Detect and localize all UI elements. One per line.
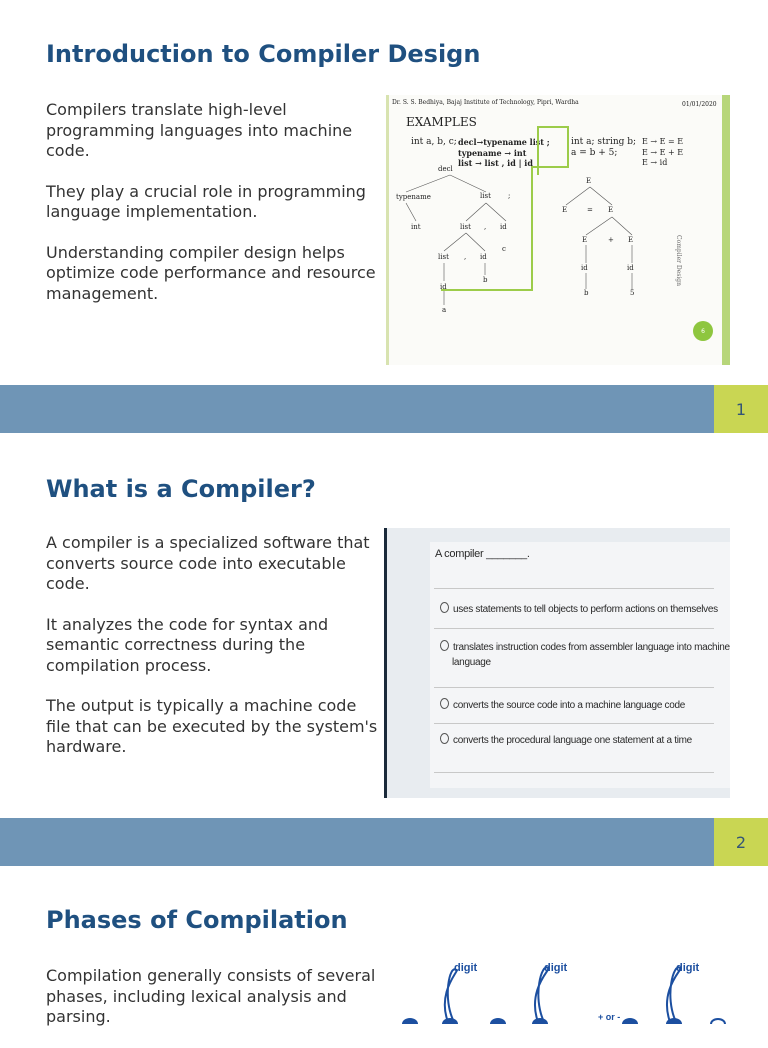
page-badge <box>693 321 713 341</box>
grammar-rule-6: E → id <box>642 158 668 167</box>
figure-date: 01/01/2020 <box>682 101 717 108</box>
tree-node-int: int <box>411 223 421 231</box>
radio-icon <box>440 640 449 651</box>
slide-2-title: What is a Compiler? <box>46 475 316 503</box>
tree-node-comma: , <box>484 223 487 231</box>
tree2-node-e-left: E <box>562 206 568 214</box>
tree2-node-equals: = <box>587 206 593 214</box>
slide-2-paragraph-1: A compiler is a specialized software that converts source code into executable code. <box>46 533 370 593</box>
tree-node-id-3: id <box>440 283 447 291</box>
tree-node-typename: typename <box>396 193 431 201</box>
figure-header: Dr. S. S. Bedhiya, Bajaj Institute of Technology, Pipri, Wardha <box>392 99 579 106</box>
digit-label-3: digit <box>676 962 700 974</box>
quiz-option-4: converts the procedural language one statement at a time <box>440 733 692 746</box>
radio-icon <box>440 733 449 744</box>
slide-3-title: Phases of Compilation <box>46 906 348 934</box>
slide-2-body <box>46 533 381 778</box>
tree-node-id: id <box>500 223 507 231</box>
quiz-option-2: translates instruction codes from assembler language into machine <box>440 640 730 653</box>
tree2-node-e-3: E <box>582 236 588 244</box>
grammar-rule-4: E → E = E <box>642 137 684 146</box>
tree-node-list: list <box>480 192 491 200</box>
slide-2-paragraph-2: It analyzes the code for syntax and semantic correctness during the compilation process. <box>46 614 329 675</box>
quiz-option-3: converts the source code into a machine language code <box>440 698 685 711</box>
slide-2-paragraph-3: The output is typically a machine code file that can be executed by the system's hardware. <box>46 696 378 756</box>
code-line-3: a = b + 5; <box>571 148 618 158</box>
tree2-node-b: b <box>584 289 589 297</box>
slide-1-number: 1 <box>714 385 768 433</box>
quiz-option-2-cont: language <box>452 657 491 668</box>
quiz-option-1: uses statements to tell objects to perform actions on themselves <box>440 602 718 615</box>
tree-node-comma-2: , <box>464 253 467 261</box>
grammar-rule-3: list → list , id | id <box>458 158 533 168</box>
grammar-rule-2: typename → int <box>458 148 527 158</box>
tree-node-id-2: id <box>480 253 487 261</box>
sign-label: + or - <box>598 1012 621 1022</box>
code-line-2: int a; string b; <box>571 137 637 147</box>
tree-node-c: c <box>502 245 506 253</box>
quiz-card <box>430 542 730 788</box>
tree2-node-plus: + <box>608 236 614 244</box>
tree2-node-id-2: id <box>627 264 634 272</box>
tree2-node-e-right: E <box>608 206 614 214</box>
slide-1-body <box>46 100 381 324</box>
slide-1-paragraph-1: Compilers translate high-level programming languages into machine code. <box>46 100 353 160</box>
tree-node-decl: decl <box>438 165 453 173</box>
automaton-diagram <box>386 950 730 1024</box>
tree2-node-5: 5 <box>630 289 635 297</box>
tree-node-list-2: list <box>460 223 471 231</box>
digit-label-2: digit <box>544 962 568 974</box>
tree2-node-e-root: E <box>586 177 592 185</box>
radio-icon <box>440 698 449 709</box>
figure-divider <box>386 95 730 365</box>
slide-1-paragraph-3: Understanding compiler design helps optimize code performance and resource management. <box>46 242 376 303</box>
code-line-1: int a, b, c; <box>411 137 457 147</box>
slide-1-paragraph-2: They play a crucial role in programming language implementation. <box>46 181 366 221</box>
tree-node-b: b <box>483 276 488 284</box>
tree-node-semicolon: ; <box>508 192 511 200</box>
radio-icon <box>440 602 449 613</box>
slide-1-footer-bar <box>0 385 714 433</box>
slide-2-footer-bar <box>0 818 714 866</box>
tree2-node-id-1: id <box>581 264 588 272</box>
slide-3-paragraph-1: Compilation generally consists of several phases, including lexical analysis and parsing. <box>46 966 376 1026</box>
slide-1-title: Introduction to Compiler Design <box>46 40 481 68</box>
grammar-examples-figure <box>386 95 730 365</box>
tree-node-a: a <box>442 306 447 314</box>
grammar-rule-1: decl→typename list ; <box>458 137 550 147</box>
tree-node-list-3: list <box>438 253 449 261</box>
tree2-node-e-4: E <box>628 236 634 244</box>
slide-3-body <box>46 966 381 1048</box>
slide-1 <box>0 0 768 419</box>
quiz-question: A compiler _______. <box>435 548 530 560</box>
slide-2-number: 2 <box>714 818 768 866</box>
page-badge-number: 6 <box>701 327 705 335</box>
quiz-question-figure <box>384 528 730 798</box>
grammar-rule-5: E → E + E <box>642 148 684 157</box>
examples-heading: EXAMPLES <box>406 115 477 129</box>
figure-side-label: Compiler Design <box>675 235 682 286</box>
digit-label-1: digit <box>454 962 478 974</box>
